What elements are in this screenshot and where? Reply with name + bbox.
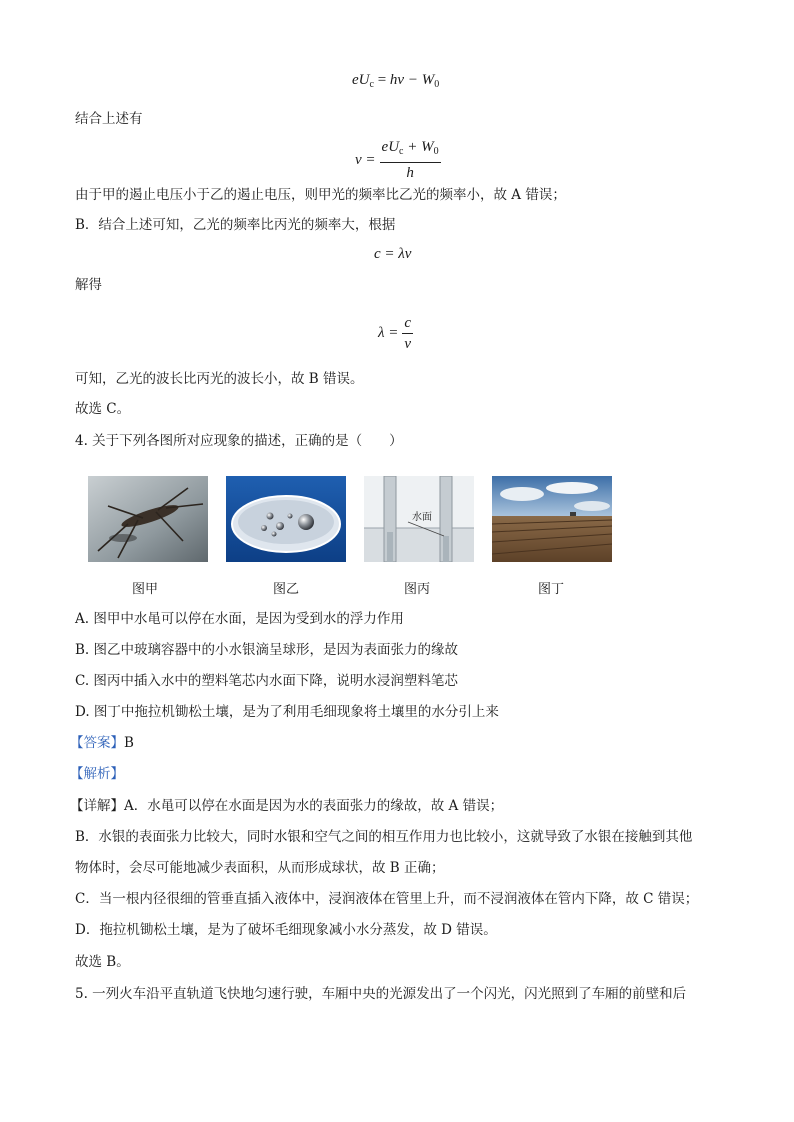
figure-plowed-field xyxy=(492,476,612,562)
detail-b-line1: B．水银的表面张力比较大，同时水银和空气之间的相互作用力也比较小，这就导致了水银在接触到其他 xyxy=(75,829,693,845)
option-b: B. 图乙中玻璃容器中的小水银滴呈球形，是因为表面张力的缘故 xyxy=(75,642,459,658)
caption-figure-d: 图丁 xyxy=(538,582,565,597)
text-a-wrong: 由于甲的遏止电压小于乙的遏止电压，则甲光的频率比乙光的频率小，故 A 错误； xyxy=(75,187,566,203)
question-5: 5. 一列火车沿平直轨道飞快地匀速行驶，车厢中央的光源发出了一个闪光，闪光照到了车厢的前壁和后 xyxy=(75,986,687,1002)
water-strider-image xyxy=(88,476,208,562)
text-combine: 结合上述有 xyxy=(75,111,143,127)
formula-frequency: ν = $\frac{eU_c + W_0}{h}$ xyxy=(355,139,439,181)
option-a: A. 图甲中水黾可以停在水面，是因为受到水的浮力作用 xyxy=(75,611,404,627)
formula-photoelectric: $eU_c = h\nu - W_0$ xyxy=(352,72,440,90)
plowed-field-image xyxy=(492,476,612,562)
text-b-wrong: 可知，乙光的波长比丙光的波长小，故 B 错误。 xyxy=(75,371,364,387)
question-4: 4. 关于下列各图所对应现象的描述，正确的是（ ） xyxy=(75,433,403,449)
figure-pen-refill xyxy=(364,476,474,562)
answer-value: B xyxy=(124,735,134,751)
detail-c: C．当一根内径很细的管垂直插入液体中，浸润液体在管里上升，而不浸润液体在管内下降，故 C 错误； xyxy=(75,891,699,907)
text-b-intro: B．结合上述可知，乙光的频率比丙光的频率大，根据 xyxy=(75,217,396,233)
text-choose-c: 故选 C。 xyxy=(75,401,131,417)
option-d: D. 图丁中拖拉机锄松土壤，是为了利用毛细现象将土壤里的水分引上来 xyxy=(75,704,499,720)
text-solve: 解得 xyxy=(75,277,102,293)
figure-mercury-drops xyxy=(226,476,346,562)
detail-label: 【详解】 xyxy=(70,798,124,814)
analysis-label: 【解析】 xyxy=(70,766,124,782)
figure-water-strider xyxy=(88,476,208,562)
option-c: C. 图丙中插入水中的塑料笔芯内水面下降，说明水浸润塑料笔芯 xyxy=(75,673,458,689)
answer-label: 【答案】 xyxy=(70,735,124,751)
formula-wave-speed: c = λν xyxy=(374,246,412,262)
detail-d: D．拖拉机锄松土壤，是为了破坏毛细现象减小水分蒸发，故 D 错误。 xyxy=(75,922,497,938)
text-choose-b: 故选 B。 xyxy=(75,954,130,970)
caption-figure-c: 图丙 xyxy=(404,582,431,597)
caption-figure-b: 图乙 xyxy=(273,582,300,597)
label-water-surface: 水面 xyxy=(412,512,432,523)
detail-a: 【详解】A．水黾可以停在水面是因为水的表面张力的缘故，故 A 错误； xyxy=(70,798,504,814)
mercury-dish-image xyxy=(226,476,346,562)
detail-b-line2: 物体时，会尽可能地减少表面积，从而形成球状，故 B 正确； xyxy=(75,860,445,876)
answer xyxy=(70,734,134,752)
caption-figure-a: 图甲 xyxy=(132,582,159,597)
formula-wavelength: λ = $\frac{c}{\nu}$ xyxy=(378,315,412,352)
